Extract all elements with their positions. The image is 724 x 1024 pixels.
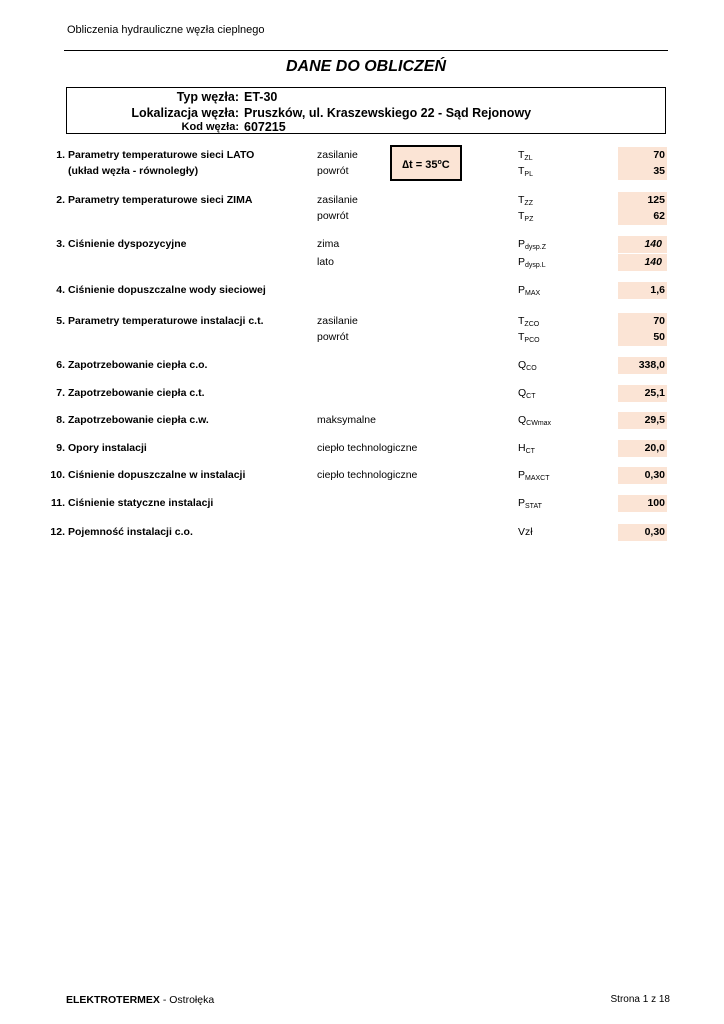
row-label: Zapotrzebowanie ciepła c.t. xyxy=(68,387,205,399)
row-symbol xyxy=(518,282,540,302)
info-typ-label: Typ węzła: xyxy=(176,90,239,104)
row-value: 140 xyxy=(618,254,667,271)
row-value: 100 xyxy=(618,495,667,512)
row-symbol-letter: P xyxy=(518,238,526,250)
row-symbol-letter: P xyxy=(518,284,526,296)
row-symbol xyxy=(518,357,537,377)
row-symbol-subscript: PCO xyxy=(524,337,540,344)
info-lok-label: Lokalizacja węzła: xyxy=(131,106,239,120)
table-row xyxy=(0,254,724,270)
info-kod-label: Kod węzła: xyxy=(181,121,239,133)
row-symbol-subscript: CWmax xyxy=(526,420,552,427)
info-kod-value: 607215 xyxy=(244,120,286,134)
row-value: 338,0 xyxy=(618,357,667,374)
row-symbol xyxy=(518,412,551,432)
row-symbol-subscript: PZ xyxy=(524,216,534,223)
row-number: 10. xyxy=(50,469,65,481)
row-value: 1,6 xyxy=(618,282,667,299)
row-condition: zasilanie xyxy=(317,149,358,161)
row-condition: powrót xyxy=(317,331,349,343)
row-symbol-letter: T xyxy=(518,165,525,177)
delta-t-text: ∆t = 35 xyxy=(402,159,438,171)
row-symbol-subscript: CO xyxy=(526,365,537,372)
row-value: 125 xyxy=(618,192,667,209)
row-value: 29,5 xyxy=(618,412,667,429)
row-symbol xyxy=(518,385,536,405)
row-label: Pojemność instalacji c.o. xyxy=(68,526,193,538)
table-row xyxy=(0,467,724,483)
row-condition: maksymalne xyxy=(317,414,376,426)
row-label: Opory instalacji xyxy=(68,442,147,454)
footer-page-number: Strona 1 z 18 xyxy=(610,994,670,1005)
row-condition: ciepło technologiczne xyxy=(317,469,418,481)
row-number: 6. xyxy=(56,359,65,371)
row-symbol-subscript: MAX xyxy=(525,290,541,297)
info-box xyxy=(66,87,666,134)
table-row xyxy=(0,495,724,511)
table-row xyxy=(0,282,724,298)
row-number: 7. xyxy=(56,387,65,399)
row-symbol-subscript: ZZ xyxy=(524,200,533,207)
table-row xyxy=(0,440,724,456)
row-condition: ciepło technologiczne xyxy=(317,442,418,454)
row-condition: powrót xyxy=(317,165,349,177)
row-number: 5. xyxy=(56,315,65,327)
row-value: 70 xyxy=(618,147,667,164)
row-label: Parametry temperaturowe sieci LATO xyxy=(68,149,255,161)
row-value: 140 xyxy=(618,236,667,253)
row-number: 4. xyxy=(56,284,65,296)
row-symbol-letter: P xyxy=(518,497,526,509)
row-condition: zasilanie xyxy=(317,315,358,327)
row-symbol xyxy=(518,236,546,256)
row-label: Ciśnienie dyspozycyjne xyxy=(68,238,187,250)
table-row xyxy=(0,524,724,540)
table-row xyxy=(0,329,724,345)
row-number: 3. xyxy=(56,238,65,250)
table-row xyxy=(0,313,724,329)
table-row xyxy=(0,163,724,179)
row-value: 0,30 xyxy=(618,524,667,541)
row-symbol-letter: T xyxy=(518,194,525,206)
row-condition: zima xyxy=(317,238,340,250)
delta-t-degree: o xyxy=(437,159,442,166)
row-value: 25,1 xyxy=(618,385,667,402)
row-symbol xyxy=(518,467,550,487)
table-row xyxy=(0,412,724,428)
row-symbol-letter: T xyxy=(518,331,525,343)
row-symbol-letter: T xyxy=(518,210,525,222)
row-symbol-letter: Q xyxy=(518,387,527,399)
table-row xyxy=(0,147,724,163)
row-label: Parametry temperaturowe sieci ZIMA xyxy=(68,194,253,206)
row-value: 50 xyxy=(618,329,667,346)
row-label: Zapotrzebowanie ciepła c.o. xyxy=(68,359,208,371)
row-symbol-letter: T xyxy=(518,149,525,161)
row-symbol xyxy=(518,329,540,349)
footer-company-city: - Ostrołęka xyxy=(159,994,215,1006)
row-symbol-subscript: ZL xyxy=(524,155,533,162)
row-symbol-subscript: PL xyxy=(524,171,533,178)
row-symbol-subscript: ZCO xyxy=(524,321,540,328)
row-symbol-subscript: CT xyxy=(525,448,535,455)
row-symbol-letter: Q xyxy=(518,414,527,426)
footer-company-name: ELEKTROTERMEX xyxy=(66,994,160,1006)
info-typ-value: ET-30 xyxy=(244,90,278,104)
row-symbol xyxy=(518,254,546,274)
row-symbol-subscript: MAXCT xyxy=(525,475,550,482)
row-symbol-subscript: CT xyxy=(526,393,536,400)
row-number: 11. xyxy=(50,497,65,509)
row-label: (układ węzła - równoległy) xyxy=(68,165,199,177)
row-value: 20,0 xyxy=(618,440,667,457)
row-value: 0,30 xyxy=(618,467,667,484)
row-label: Ciśnienie dopuszczalne w instalacji xyxy=(68,469,246,481)
row-symbol-letter: P xyxy=(518,469,526,481)
row-symbol-subscript: STAT xyxy=(525,503,542,510)
row-number: 12. xyxy=(50,526,65,538)
row-symbol xyxy=(518,208,533,228)
row-number: 9. xyxy=(56,442,65,454)
row-condition: zasilanie xyxy=(317,194,358,206)
page-title: DANE DO OBLICZEŃ xyxy=(286,58,446,75)
row-value: 35 xyxy=(618,163,667,180)
row-symbol xyxy=(518,524,533,544)
row-value: 62 xyxy=(618,208,667,225)
row-value: 70 xyxy=(618,313,667,330)
header-title: Obliczenia hydrauliczne węzła cieplnego xyxy=(67,24,265,36)
row-symbol xyxy=(518,495,542,515)
row-condition: lato xyxy=(317,256,334,268)
row-label: Zapotrzebowanie ciepła c.w. xyxy=(68,414,209,426)
header-divider xyxy=(64,50,668,51)
row-number: 8. xyxy=(56,414,65,426)
table-row xyxy=(0,385,724,401)
row-symbol xyxy=(518,163,533,183)
row-label: Parametry temperaturowe instalacji c.t. xyxy=(68,315,264,327)
row-symbol-letter: P xyxy=(518,256,526,268)
row-symbol-letter: Q xyxy=(518,359,527,371)
table-row xyxy=(0,236,724,252)
row-symbol-subscript: dysp.L xyxy=(525,262,546,269)
table-row xyxy=(0,208,724,224)
row-label: Ciśnienie dopuszczalne wody sieciowej xyxy=(68,284,266,296)
row-condition: powrót xyxy=(317,210,349,222)
row-number: 2. xyxy=(56,194,65,206)
table-row xyxy=(0,192,724,208)
row-symbol xyxy=(518,440,535,460)
row-symbol-letter: Vzł xyxy=(518,526,533,538)
footer-company xyxy=(66,994,214,1006)
row-number: 1. xyxy=(56,149,65,161)
row-symbol-letter: T xyxy=(518,315,525,327)
table-row xyxy=(0,357,724,373)
row-label: Ciśnienie statyczne instalacji xyxy=(68,497,214,509)
row-symbol-subscript: dysp.Z xyxy=(525,244,547,251)
delta-t-unit: C xyxy=(441,159,450,171)
row-symbol-letter: H xyxy=(518,442,526,454)
info-lok-value: Pruszków, ul. Kraszewskiego 22 - Sąd Rejonowy xyxy=(244,106,532,120)
